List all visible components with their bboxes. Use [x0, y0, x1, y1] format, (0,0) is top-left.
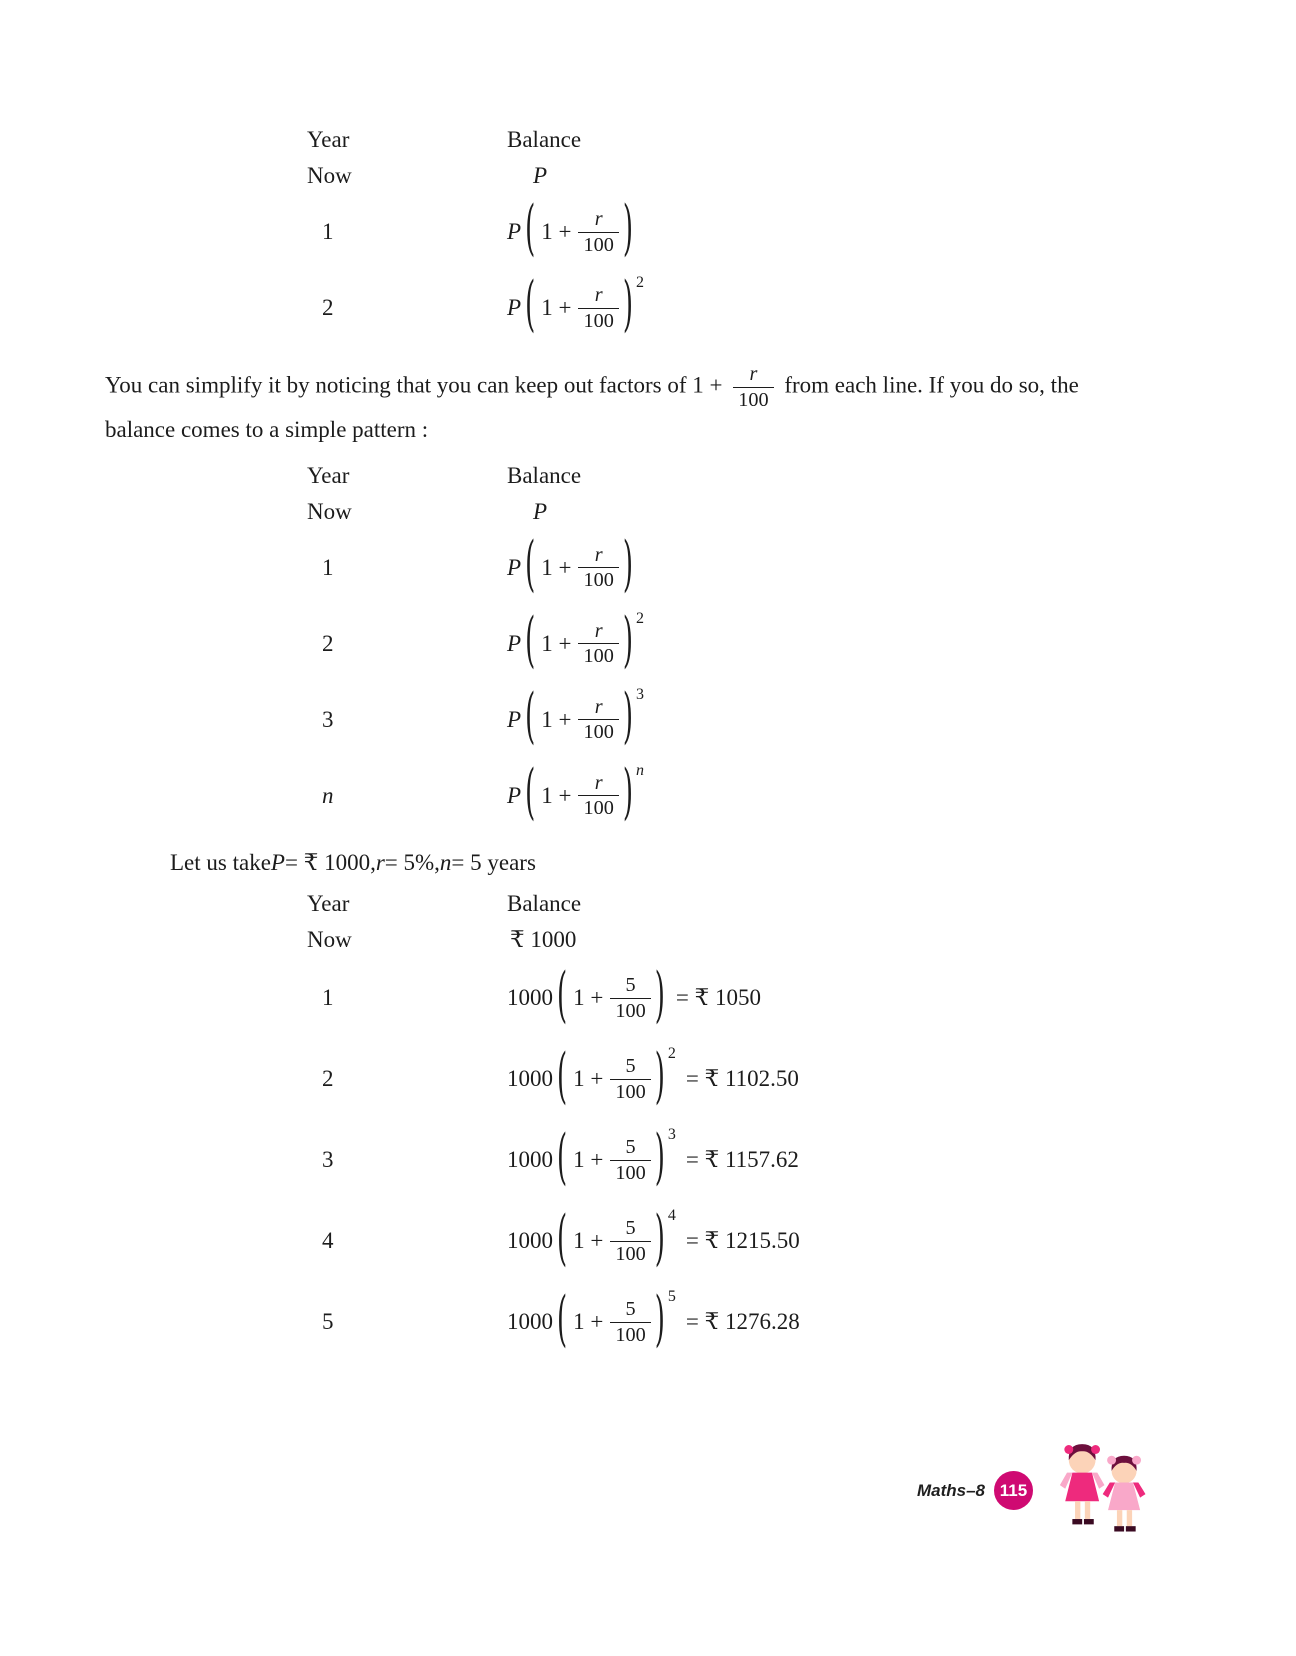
balance-formula — [507, 1042, 799, 1112]
close-paren-glyph: ) — [622, 683, 633, 753]
text-run: Let us take — [170, 849, 271, 875]
fraction-numerator: 5 — [625, 974, 636, 997]
year-value: Now — [307, 926, 352, 952]
formula-result: = ₹ 1157.62 — [685, 1147, 799, 1173]
open-paren-glyph: ( — [525, 195, 536, 265]
balance-formula — [507, 1204, 800, 1274]
fraction-denominator: 100 — [578, 567, 618, 593]
fraction — [610, 1297, 650, 1347]
formula-principal: P — [507, 630, 522, 656]
balance-value — [507, 163, 547, 189]
formula-principal: 1000 — [507, 1066, 553, 1092]
formula-exponent: 2 — [635, 273, 644, 291]
table-row — [307, 922, 1296, 958]
mascot-kids-illustration — [1042, 1437, 1158, 1544]
table-row — [307, 758, 1296, 834]
book-label: Maths–8 — [916, 1480, 985, 1500]
fraction-numerator: r — [594, 207, 603, 230]
table-header-row — [307, 458, 1296, 494]
close-paren-glyph: ) — [654, 1042, 665, 1112]
compound-interest-table-short — [307, 122, 1296, 346]
formula-base: 1 + — [541, 554, 572, 580]
open-paren-glyph: ( — [557, 1204, 568, 1274]
table-row — [307, 494, 1296, 530]
year-value: 2 — [322, 295, 334, 320]
close-paren-glyph: ) — [654, 961, 665, 1031]
column-header-balance: Balance — [507, 462, 582, 488]
fraction-denominator: 100 — [578, 719, 618, 745]
fraction-denominator: 100 — [610, 1079, 650, 1105]
balance-value — [507, 271, 644, 341]
balance-plain-text: ₹ 1000 — [510, 926, 577, 952]
table-row — [307, 158, 1296, 194]
fraction-denominator: 100 — [610, 1241, 650, 1267]
formula-principal: P — [507, 706, 522, 732]
close-paren-glyph: ) — [622, 759, 633, 829]
text-run: P — [270, 849, 285, 875]
example-intro-line — [170, 844, 1296, 882]
fraction-numerator: 5 — [625, 1217, 636, 1240]
table-row — [307, 1120, 1296, 1201]
balance-plain-text: P — [533, 498, 548, 524]
formula-base: 1 + — [541, 706, 572, 732]
balance-value — [507, 499, 547, 525]
fraction-numerator: r — [594, 695, 603, 718]
text-run: = 5 years — [451, 849, 536, 875]
balance-value — [507, 195, 634, 265]
open-paren-glyph: ( — [525, 759, 536, 829]
text-run: from each line. If you do so, the balance comes to a simple pattern : — [105, 372, 1079, 443]
explanatory-paragraph — [105, 362, 1145, 448]
formula-exponent: 2 — [667, 1045, 676, 1063]
formula-principal: P — [507, 554, 522, 580]
formula-result: = ₹ 1276.28 — [685, 1309, 800, 1335]
fraction-denominator: 100 — [610, 998, 650, 1024]
open-paren-glyph: ( — [557, 1042, 568, 1112]
open-paren-glyph: ( — [557, 961, 568, 1031]
close-paren-glyph: ) — [654, 1123, 665, 1193]
balance-value — [507, 927, 576, 953]
close-paren-glyph: ) — [622, 195, 633, 265]
fraction-denominator: 100 — [610, 1160, 650, 1186]
formula-exponent: 2 — [635, 609, 644, 627]
year-value: 3 — [322, 1147, 334, 1173]
compound-interest-table-general — [307, 458, 1296, 834]
formula-principal: 1000 — [507, 1147, 553, 1173]
fraction — [578, 543, 618, 593]
balance-value — [507, 1042, 799, 1112]
formula-base: 1 + — [573, 1228, 604, 1254]
fraction — [578, 207, 618, 257]
table-header-row — [307, 886, 1296, 922]
fraction-denominator: 100 — [578, 795, 618, 821]
balance-value — [507, 531, 634, 601]
balance-formula — [507, 1123, 799, 1193]
fraction-denominator: 100 — [610, 1322, 650, 1348]
balance-value — [507, 1123, 799, 1193]
open-paren-glyph: ( — [525, 531, 536, 601]
fraction — [578, 283, 618, 333]
formula-principal: P — [507, 294, 522, 320]
balance-value — [507, 759, 644, 829]
formula-principal: 1000 — [507, 1228, 553, 1254]
balance-value — [507, 961, 762, 1031]
page-number-badge: 115 — [994, 1471, 1033, 1510]
open-paren-glyph: ( — [525, 607, 536, 677]
column-header-year: Year — [307, 462, 350, 488]
text-run: r — [375, 849, 385, 875]
table-row — [307, 1201, 1296, 1282]
fraction-numerator: r — [594, 619, 603, 642]
year-value: 1 — [322, 219, 334, 244]
year-value: 3 — [322, 706, 334, 732]
fraction-denominator: 100 — [578, 308, 618, 334]
formula-principal: P — [507, 782, 522, 808]
fraction-numerator: 5 — [625, 1298, 636, 1321]
table-header-row — [307, 122, 1296, 158]
fraction-numerator: 5 — [625, 1136, 636, 1159]
year-value: Now — [307, 498, 352, 524]
formula-base: 1 + — [573, 985, 604, 1011]
fraction — [578, 771, 618, 821]
fraction — [578, 619, 618, 669]
table-row — [307, 1282, 1296, 1363]
formula-exponent: 3 — [635, 685, 644, 703]
year-value: n — [322, 782, 334, 808]
table-row — [307, 958, 1296, 1039]
formula-exponent: 5 — [667, 1288, 676, 1306]
table-row — [307, 194, 1296, 270]
table-row — [307, 1039, 1296, 1120]
formula-result: = ₹ 1215.50 — [685, 1228, 800, 1254]
balance-formula — [507, 607, 644, 677]
table-row — [307, 530, 1296, 606]
balance-formula — [507, 683, 644, 753]
table-row — [307, 270, 1296, 346]
balance-value — [507, 1285, 800, 1355]
year-value: 2 — [322, 1066, 334, 1092]
balance-value — [507, 607, 644, 677]
text-run: n — [439, 849, 452, 875]
balance-formula — [507, 531, 634, 601]
year-value: Now — [307, 163, 352, 188]
fraction-denominator: 100 — [578, 643, 618, 669]
year-value: 4 — [322, 1228, 334, 1254]
formula-base: 1 + — [541, 782, 572, 808]
fraction-numerator: r — [594, 283, 603, 306]
open-paren-glyph: ( — [525, 683, 536, 753]
open-paren-glyph: ( — [557, 1123, 568, 1193]
column-header-balance: Balance — [507, 890, 582, 916]
table-row — [307, 682, 1296, 758]
formula-exponent: 4 — [667, 1207, 676, 1225]
year-value: 2 — [322, 630, 334, 656]
close-paren-glyph: ) — [654, 1204, 665, 1274]
open-paren-glyph: ( — [525, 271, 536, 341]
close-paren-glyph: ) — [622, 531, 633, 601]
balance-value — [507, 683, 644, 753]
balance-value — [507, 1204, 800, 1274]
formula-exponent: n — [635, 761, 644, 779]
balance-formula — [507, 1285, 800, 1355]
year-value: 1 — [322, 554, 334, 580]
balance-formula — [507, 271, 644, 341]
fraction-denominator: 100 — [578, 232, 618, 258]
fraction — [578, 695, 618, 745]
column-header-year: Year — [307, 127, 350, 152]
close-paren-glyph: ) — [622, 607, 633, 677]
close-paren-glyph: ) — [622, 271, 633, 341]
fraction-numerator: r — [594, 771, 603, 794]
formula-base: 1 + — [541, 630, 572, 656]
table-row — [307, 606, 1296, 682]
compound-interest-table-example — [307, 886, 1296, 1363]
fraction-numerator: r — [749, 363, 758, 385]
fraction — [610, 973, 650, 1023]
text-run: You can simplify it by noticing that you can keep out factors of 1 + — [105, 372, 729, 398]
formula-principal: P — [507, 218, 522, 244]
fraction-numerator: 5 — [625, 1055, 636, 1078]
formula-exponent: 3 — [667, 1126, 676, 1144]
formula-base: 1 + — [573, 1309, 604, 1335]
formula-principal: 1000 — [507, 1309, 553, 1335]
open-paren-glyph: ( — [557, 1285, 568, 1355]
year-value: 1 — [322, 985, 334, 1011]
balance-formula — [507, 759, 644, 829]
formula-result: = ₹ 1102.50 — [685, 1066, 799, 1092]
fraction-numerator: r — [594, 543, 603, 566]
text-run: = ₹ 1000, — [284, 849, 376, 875]
balance-formula — [507, 195, 634, 265]
balance-formula — [507, 961, 762, 1031]
fraction — [733, 362, 773, 412]
formula-base: 1 + — [541, 218, 572, 244]
fraction — [610, 1054, 650, 1104]
fraction-denominator: 100 — [733, 387, 773, 413]
fraction — [610, 1135, 650, 1185]
formula-base: 1 + — [541, 294, 572, 320]
formula-base: 1 + — [573, 1147, 604, 1173]
balance-plain-text: P — [533, 163, 548, 188]
page-footer — [917, 1437, 1158, 1544]
formula-base: 1 + — [573, 1066, 604, 1092]
formula-principal: 1000 — [507, 985, 553, 1011]
fraction — [610, 1216, 650, 1266]
close-paren-glyph: ) — [654, 1285, 665, 1355]
column-header-year: Year — [307, 890, 350, 916]
formula-result: = ₹ 1050 — [675, 985, 762, 1011]
column-header-balance: Balance — [507, 127, 582, 152]
text-run: = 5%, — [384, 849, 440, 875]
year-value: 5 — [322, 1309, 334, 1335]
